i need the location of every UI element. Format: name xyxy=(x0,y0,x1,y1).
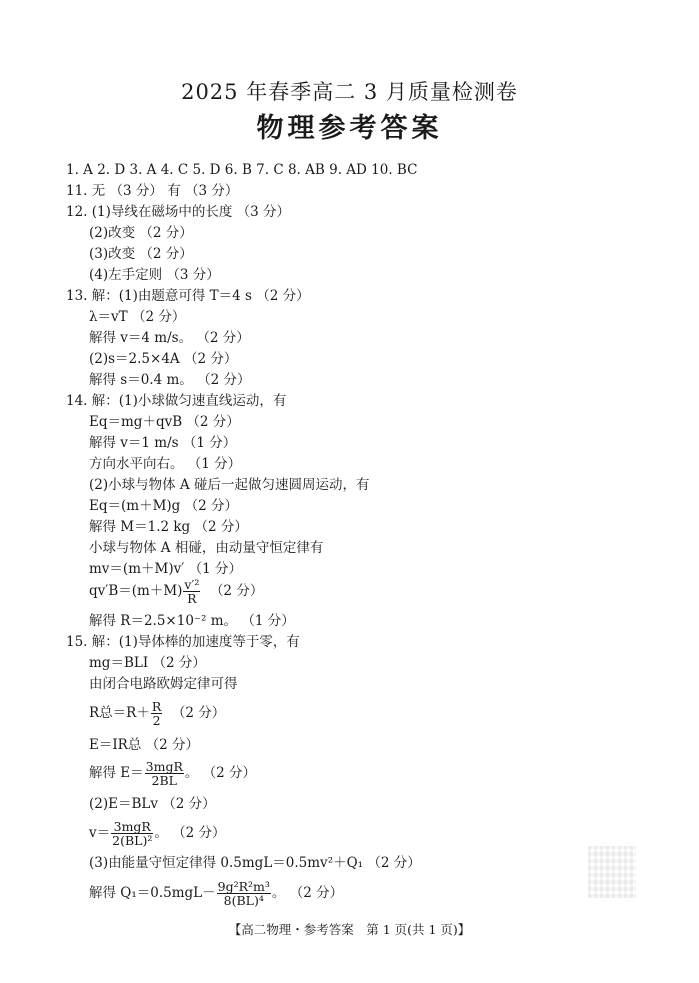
q15-line-5: E＝IR总 （2 分） xyxy=(89,737,200,753)
q14-line-2: Eq＝mg＋qvB （2 分） xyxy=(89,414,240,430)
q15-v-score: 。 （2 分） xyxy=(154,825,226,841)
q15-rtotal-den: 2 xyxy=(152,713,161,728)
q15-line-8 xyxy=(89,820,226,847)
q14-line-7: 解得 M＝1.2 kg （2 分） xyxy=(89,519,248,535)
q15-rtotal-score: （2 分） xyxy=(171,705,226,721)
q13-line-2: λ＝vT （2 分） xyxy=(89,309,186,325)
q15-line-2: mg＝BLI （2 分） xyxy=(89,655,206,671)
q15-q1-lhs: 解得 Q₁＝0.5mgL－ xyxy=(89,885,216,901)
q14-line-1: 14. 解：(1)小球做匀速直线运动，有 xyxy=(66,393,287,409)
q13-line-4: (2)s＝2.5×4A （2 分） xyxy=(89,351,238,367)
q15-e-lhs: 解得 E＝ xyxy=(89,765,144,781)
q12-line-2: (2)改变 （2 分） xyxy=(89,225,193,241)
q15-e-num: 3mgR xyxy=(145,759,183,774)
q15-line-4 xyxy=(89,700,225,727)
q15-e-den: 2BL xyxy=(151,773,177,788)
q13-line-3: 解得 v＝4 m/s。 （2 分） xyxy=(89,330,250,346)
q14-line-6: Eq＝(m＋M)g （2 分） xyxy=(89,498,238,514)
q14-eq-lhs: qv′B＝(m＋M) xyxy=(89,583,183,599)
q15-rtotal-fraction xyxy=(151,700,162,727)
q14-eq-score: （2 分） xyxy=(209,583,264,599)
q12-line-3: (3)改变 （2 分） xyxy=(89,246,193,262)
q15-line-10 xyxy=(89,880,343,907)
mc-answers: 1. A 2. D 3. A 4. C 5. D 6. B 7. C 8. AB 9. AD 10. BC xyxy=(66,162,418,178)
q15-v-fraction xyxy=(111,820,153,847)
q15-line-7: (2)E＝BLv （2 分） xyxy=(89,796,216,812)
q14-fraction xyxy=(183,578,200,605)
q15-e-score: 。 （2 分） xyxy=(184,765,257,781)
q15-v-lhs: v＝ xyxy=(89,825,111,841)
q15-line-3: 由闭合电路欧姆定律可得 xyxy=(89,676,238,692)
q11-answer: 11. 无 （3 分） 有 （3 分） xyxy=(66,183,239,199)
q15-q1-score: 。 （2 分） xyxy=(271,885,344,901)
q15-line-6 xyxy=(89,760,256,787)
page-footer: 【高二物理・参考答案 第 1 页(共 1 页)】 xyxy=(228,922,471,937)
q15-line-9: (3)由能量守恒定律得 0.5mgL＝0.5mv²＋Q₁ （2 分） xyxy=(89,855,421,871)
q15-line-1: 15. 解：(1)导体棒的加速度等于零，有 xyxy=(66,634,300,650)
q15-q1-den: 8(BL)⁴ xyxy=(223,893,264,908)
q14-line-3: 解得 v＝1 m/s （1 分） xyxy=(89,435,237,451)
q13-line-1: 13. 解：(1)由题意可得 T＝4 s （2 分） xyxy=(66,288,310,304)
q15-v-num: 3mgR xyxy=(111,820,153,834)
q14-frac-num: v′² xyxy=(184,577,200,592)
q12-line-1: 12. (1)导线在磁场中的长度 （3 分） xyxy=(66,204,291,220)
q14-line-9: mv＝(m＋M)v′ （1 分） xyxy=(89,561,242,577)
q12-line-4: (4)左手定则 （3 分） xyxy=(89,267,220,283)
q14-line-10 xyxy=(89,578,263,605)
q15-rtotal-num: R xyxy=(151,699,162,714)
q14-frac-den: R xyxy=(187,591,197,606)
q15-v-den: 2(BL)² xyxy=(112,833,153,848)
faint-qr-mark xyxy=(588,846,636,898)
q14-line-8: 小球与物体 A 相碰，由动量守恒定律有 xyxy=(89,540,324,556)
q14-line-11: 解得 R＝2.5×10⁻² m。 （1 分） xyxy=(89,613,295,629)
q15-q1-num: 9g²R²m³ xyxy=(217,879,270,894)
answer-title: 物理参考答案 xyxy=(256,113,443,144)
q14-line-4: 方向水平向右。 （1 分） xyxy=(89,456,242,472)
q13-line-5: 解得 s＝0.4 m。 （2 分） xyxy=(89,372,251,388)
exam-title: 2025 年春季高二 3 月质量检测卷 xyxy=(181,80,518,104)
q15-e-fraction xyxy=(145,760,184,787)
q14-line-5: (2)小球与物体 A 碰后一起做匀速圆周运动，有 xyxy=(89,477,370,493)
q15-rtotal-lhs: R总＝R＋ xyxy=(89,705,150,721)
q15-q1-fraction xyxy=(217,880,271,907)
